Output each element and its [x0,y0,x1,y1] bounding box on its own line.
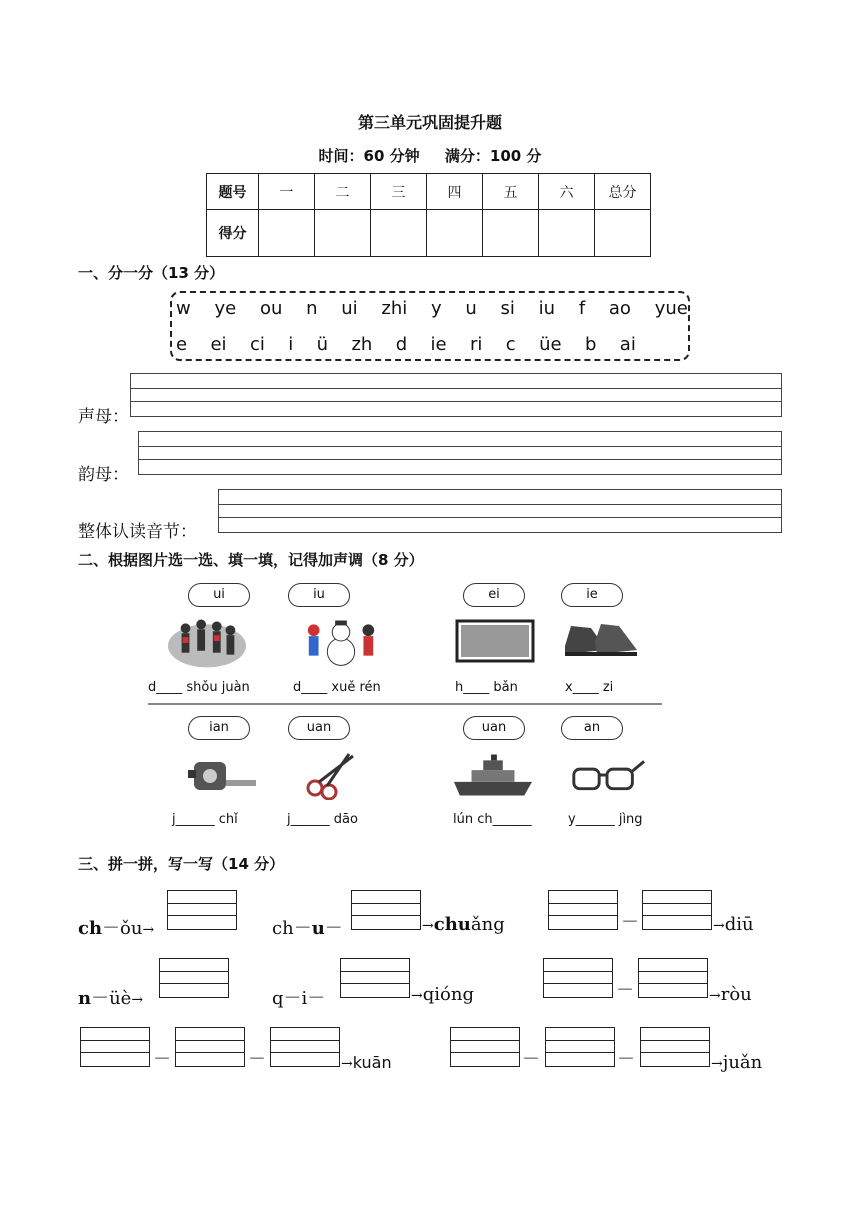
writing-box[interactable] [642,890,712,930]
score-cell[interactable] [259,210,315,257]
snowman-kids-icon [300,612,382,670]
glasses-icon [566,746,648,804]
table-header-cell: 五 [483,174,539,210]
scissors-icon [290,746,372,804]
shoes-icon [560,612,642,670]
spell-result: →kuān [341,1053,392,1072]
final-bubble: uan [463,716,525,740]
fill-caption: h____ bǎn [455,680,518,695]
final-bubble: uan [288,716,350,740]
pinyin-row-1 [176,298,688,319]
final-bubble: ui [188,583,250,607]
label-whole-syllables: 整体认读音节： [78,522,197,542]
spell-prompt: ch－ǒu→ [78,918,155,939]
pinyin-item: i [288,334,294,355]
writing-box[interactable] [159,958,229,998]
writing-box[interactable] [543,958,613,998]
tape-measure-icon [180,746,262,804]
pinyin-item: zhi [381,298,408,319]
pinyin-item: ai [619,334,636,355]
score-cell[interactable] [371,210,427,257]
spell-prompt: ch－u－ [272,918,343,939]
pinyin-item: üe [539,334,562,355]
table-header-cell: 总分 [595,174,651,210]
final-bubble: an [561,716,623,740]
pinyin-item: ri [470,334,483,355]
spell-result: →ròu [709,984,752,1005]
section1-title: 一、分一分（13 分） [78,264,225,282]
fill-caption: d____ xuě rén [293,680,381,695]
label-finals: 韵母： [78,465,129,485]
pinyin-item: ci [249,334,265,355]
fill-caption: j______ chǐ [172,812,238,827]
page-title: 第三单元巩固提升题 [357,113,502,132]
score-cell[interactable] [315,210,371,257]
score-cell[interactable] [427,210,483,257]
pinyin-item: ui [341,298,358,319]
blackboard-icon [454,612,536,670]
answer-lines-finals[interactable] [138,431,782,475]
writing-box[interactable] [545,1027,615,1067]
pinyin-item: w [176,298,191,319]
pinyin-item: u [465,298,477,319]
writing-box[interactable] [80,1027,150,1067]
spell-prompt: q－i－ [272,988,326,1009]
fill-caption: j______ dāo [287,812,358,827]
table-row-label: 得分 [207,210,259,257]
pinyin-item: yue [654,298,688,319]
pinyin-item: y [431,298,442,319]
writing-box[interactable] [548,890,618,930]
spell-result: →chuǎng [422,914,505,935]
pinyin-item: si [500,298,515,319]
dash: － [616,980,634,1001]
final-bubble: ian [188,716,250,740]
table-header-cell: 三 [371,174,427,210]
dash: － [153,1049,171,1070]
table-row [207,210,651,257]
answer-lines-initials[interactable] [130,373,782,417]
writing-box[interactable] [340,958,410,998]
pinyin-item: e [176,334,188,355]
pinyin-item: c [505,334,516,355]
exam-time: 时间：60 分钟 [318,147,420,165]
pinyin-item: f [578,298,586,319]
pinyin-item: ei [210,334,227,355]
fill-caption: d____ shǒu juàn [148,680,250,695]
pinyin-item: ie [430,334,447,355]
spell-result: →qióng [411,984,474,1005]
pinyin-item: ou [259,298,283,319]
pinyin-item: b [584,334,597,355]
pinyin-row-2 [176,334,636,355]
writing-box[interactable] [167,890,237,930]
table-header-cell: 二 [315,174,371,210]
spell-prompt: n－üè→ [78,988,144,1009]
divider [148,703,662,705]
pinyin-item: ao [608,298,631,319]
writing-box[interactable] [175,1027,245,1067]
fill-caption: lún ch______ [453,812,532,827]
pinyin-item: ü [316,334,329,355]
writing-box[interactable] [640,1027,710,1067]
label-initials: 声母： [78,407,129,427]
ship-icon [452,746,534,804]
final-bubble: iu [288,583,350,607]
spell-result: →juǎn [711,1052,763,1073]
dash: － [621,912,639,933]
score-table [206,173,651,257]
spell-result: →diū [713,914,754,935]
table-header-cell: 六 [539,174,595,210]
fill-caption: y______ jìng [568,812,643,827]
writing-box[interactable] [270,1027,340,1067]
fill-caption: x____ zi [565,680,614,695]
table-row-label: 题号 [207,174,259,210]
pinyin-item: n [306,298,318,319]
section3-title: 三、拼一拼，写一写（14 分） [78,855,285,873]
writing-box[interactable] [351,890,421,930]
dash: － [617,1049,635,1070]
score-cell[interactable] [483,210,539,257]
pinyin-item: iu [538,298,556,319]
score-cell[interactable] [539,210,595,257]
table-header-cell: 四 [427,174,483,210]
pinyin-item: ye [214,298,237,319]
pinyin-item: zh [351,334,373,355]
final-bubble: ei [463,583,525,607]
writing-box[interactable] [450,1027,520,1067]
section2-title: 二、根据图片选一选、填一填，记得加声调（8 分） [78,551,424,569]
final-bubble: ie [561,583,623,607]
pinyin-item: d [395,334,408,355]
exam-full-score: 满分：100 分 [444,147,542,165]
answer-lines-whole-syllables[interactable] [218,489,782,533]
table-header-cell: 一 [259,174,315,210]
dash: － [522,1049,540,1070]
dancing-kids-icon [166,612,248,670]
dash: － [248,1049,266,1070]
score-cell[interactable] [595,210,651,257]
table-row [207,174,651,210]
exam-info [0,145,860,166]
writing-box[interactable] [638,958,708,998]
